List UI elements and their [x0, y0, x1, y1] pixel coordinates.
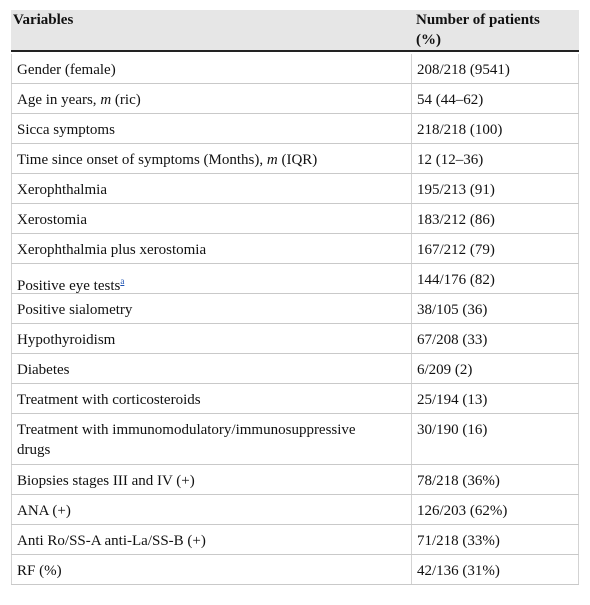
row-label: RF (%) [11, 555, 412, 584]
row-value: 208/218 (9541) [412, 54, 579, 83]
row-label: Positive sialometry [11, 294, 412, 323]
patient-characteristics-table [11, 10, 579, 585]
table-row [11, 54, 579, 84]
row-label: Sicca symptoms [11, 114, 412, 143]
row-value: 144/176 (82) [412, 264, 579, 293]
row-value: 6/209 (2) [412, 354, 579, 383]
row-label: Xerostomia [11, 204, 412, 233]
row-value: 38/105 (36) [412, 294, 579, 323]
label-italic: m [100, 92, 112, 108]
table-row [11, 465, 579, 495]
row-value: 71/218 (33%) [412, 525, 579, 554]
table-row [11, 414, 579, 465]
table-row [11, 204, 579, 234]
row-value: 30/190 (16) [412, 414, 579, 464]
row-label [11, 264, 412, 293]
table-row [11, 354, 579, 384]
row-value: 42/136 (31%) [412, 555, 579, 584]
row-label: Hypothyroidism [11, 324, 412, 353]
table-row [11, 384, 579, 414]
table-row [11, 234, 579, 264]
row-value: 126/203 (62%) [412, 495, 579, 524]
row-value: 67/208 (33) [412, 324, 579, 353]
row-label [11, 414, 412, 464]
row-value: 167/212 (79) [412, 234, 579, 263]
table-row [11, 294, 579, 324]
row-value: 195/213 (91) [412, 174, 579, 203]
row-value: 25/194 (13) [412, 384, 579, 413]
row-label: Diabetes [11, 354, 412, 383]
table-row [11, 264, 579, 294]
table-row [11, 174, 579, 204]
header-variables: Variables [13, 12, 74, 28]
row-label: Anti Ro/SS-A anti-La/SS-B (+) [11, 525, 412, 554]
footnote-link[interactable]: a [120, 276, 125, 286]
label-text: (ric) [111, 92, 141, 108]
header-number-of-patients [415, 10, 579, 50]
label-text: Time since onset of symptoms (Months), [17, 152, 267, 168]
row-value: 183/212 (86) [412, 204, 579, 233]
row-label [11, 84, 412, 113]
row-value: 12 (12–36) [412, 144, 579, 173]
label-text: (IQR) [277, 152, 318, 168]
label-italic: m [266, 152, 278, 168]
row-value: 54 (44–62) [412, 84, 579, 113]
header-col2-line1: Number of patients [416, 12, 540, 28]
row-label: Treatment with corticosteroids [11, 384, 412, 413]
row-label: Biopsies stages III and IV (+) [11, 465, 412, 494]
table-row [11, 84, 579, 114]
table-row [11, 144, 579, 174]
row-label: Xerophthalmia plus xerostomia [11, 234, 412, 263]
table-row [11, 114, 579, 144]
row-value: 218/218 (100) [412, 114, 579, 143]
table-row [11, 555, 579, 585]
row-label: Gender (female) [11, 54, 412, 83]
label-line: drugs [17, 442, 51, 458]
row-label [11, 144, 412, 173]
label-line: Treatment with immunomodulatory/immunosuppressive [17, 422, 356, 438]
label-text: Positive eye tests [17, 278, 121, 294]
header-col2-line2: (%) [416, 32, 441, 48]
table-row [11, 495, 579, 525]
label-text: Age in years, [17, 92, 101, 108]
row-label: ANA (+) [11, 495, 412, 524]
row-label: Xerophthalmia [11, 174, 412, 203]
row-value: 78/218 (36%) [412, 465, 579, 494]
table-header [11, 10, 579, 52]
table-row [11, 324, 579, 354]
table-row [11, 525, 579, 555]
